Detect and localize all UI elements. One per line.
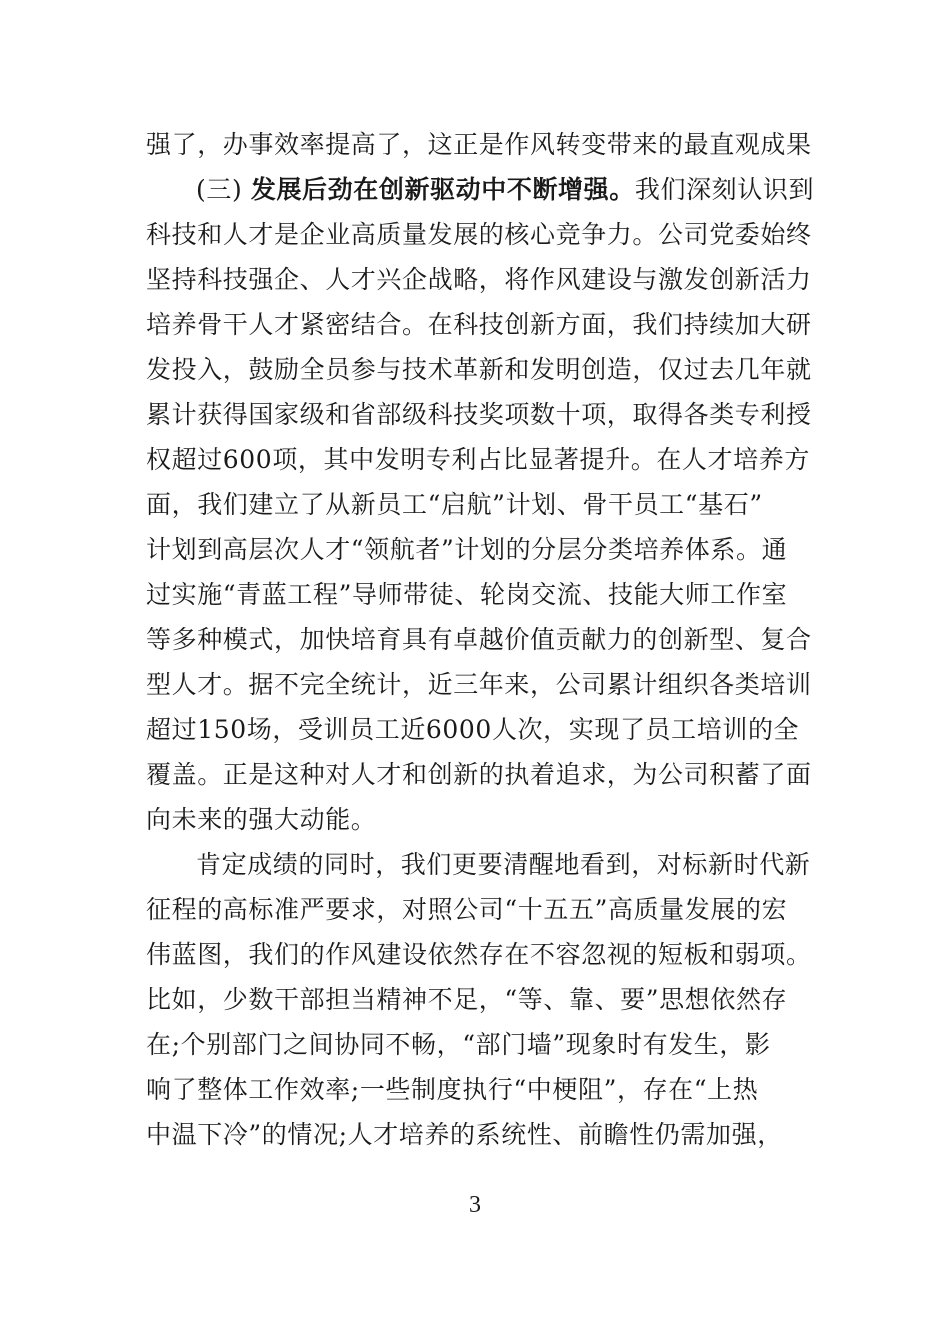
page-number: 3 bbox=[469, 1192, 481, 1218]
section-heading-line bbox=[196, 175, 815, 205]
text-line: 征程的高标准严要求，对照公司“十五五”高质量发展的宏 bbox=[146, 895, 788, 924]
text-line: 在;个别部门之间协同不畅，“部门墙”现象时有发生，影 bbox=[146, 1030, 771, 1059]
text-line: 发投入，鼓励全员参与技术革新和发明创造，仅过去几年就 bbox=[146, 355, 812, 384]
text-line: 超过150场，受训员工近6000人次，实现了员工培训的全 bbox=[146, 715, 800, 744]
text-line: 坚持科技强企、人才兴企战略，将作风建设与激发创新活力 bbox=[146, 265, 812, 294]
text-line: 向未来的强大动能。 bbox=[146, 805, 377, 834]
paragraph-start-line: 肯定成绩的同时，我们更要清醒地看到，对标新时代新 bbox=[196, 850, 811, 879]
text-line: 累计获得国家级和省部级科技奖项数十项，取得各类专利授 bbox=[146, 400, 812, 429]
text-line: 面，我们建立了从新员工“启航”计划、骨干员工“基石” bbox=[146, 490, 763, 519]
text-line: 等多种模式，加快培育具有卓越价值贡献力的创新型、复合 bbox=[146, 625, 812, 654]
text-line: 培养骨干人才紧密结合。在科技创新方面，我们持续加大研 bbox=[146, 310, 812, 339]
text-line: 科技和人才是企业高质量发展的核心竞争力。公司党委始终 bbox=[146, 220, 812, 249]
text-line: 比如，少数干部担当精神不足，“等、靠、要”思想依然存 bbox=[146, 985, 788, 1014]
text-fragment: 我们深刻认识到 bbox=[634, 175, 815, 204]
text-line: 计划到高层次人才“领航者”计划的分层分类培养体系。通 bbox=[146, 535, 788, 564]
text-line: 覆盖。正是这种对人才和创新的执着追求，为公司积蓄了面 bbox=[146, 760, 812, 789]
text-line: 型人才。据不完全统计，近三年来，公司累计组织各类培训 bbox=[146, 670, 812, 699]
text-line: 伟蓝图，我们的作风建设依然存在不容忽视的短板和弱项。 bbox=[146, 940, 812, 969]
section-heading: 发展后劲在创新驱动中不断增强。 bbox=[250, 175, 635, 204]
text-line: 中温下冷”的情况;人才培养的系统性、前瞻性仍需加强， bbox=[146, 1120, 783, 1149]
text-line: 响了整体工作效率;一些制度执行“中梗阻”，存在“上热 bbox=[146, 1075, 759, 1104]
section-marker: (三) bbox=[196, 175, 243, 204]
text-line: 权超过600项，其中发明专利占比显著提升。在人才培养方 bbox=[146, 445, 810, 474]
text-line: 过实施“青蓝工程”导师带徒、轮岗交流、技能大师工作室 bbox=[146, 580, 788, 609]
text-line: 强了，办事效率提高了，这正是作风转变带来的最直观成果 bbox=[146, 130, 812, 159]
